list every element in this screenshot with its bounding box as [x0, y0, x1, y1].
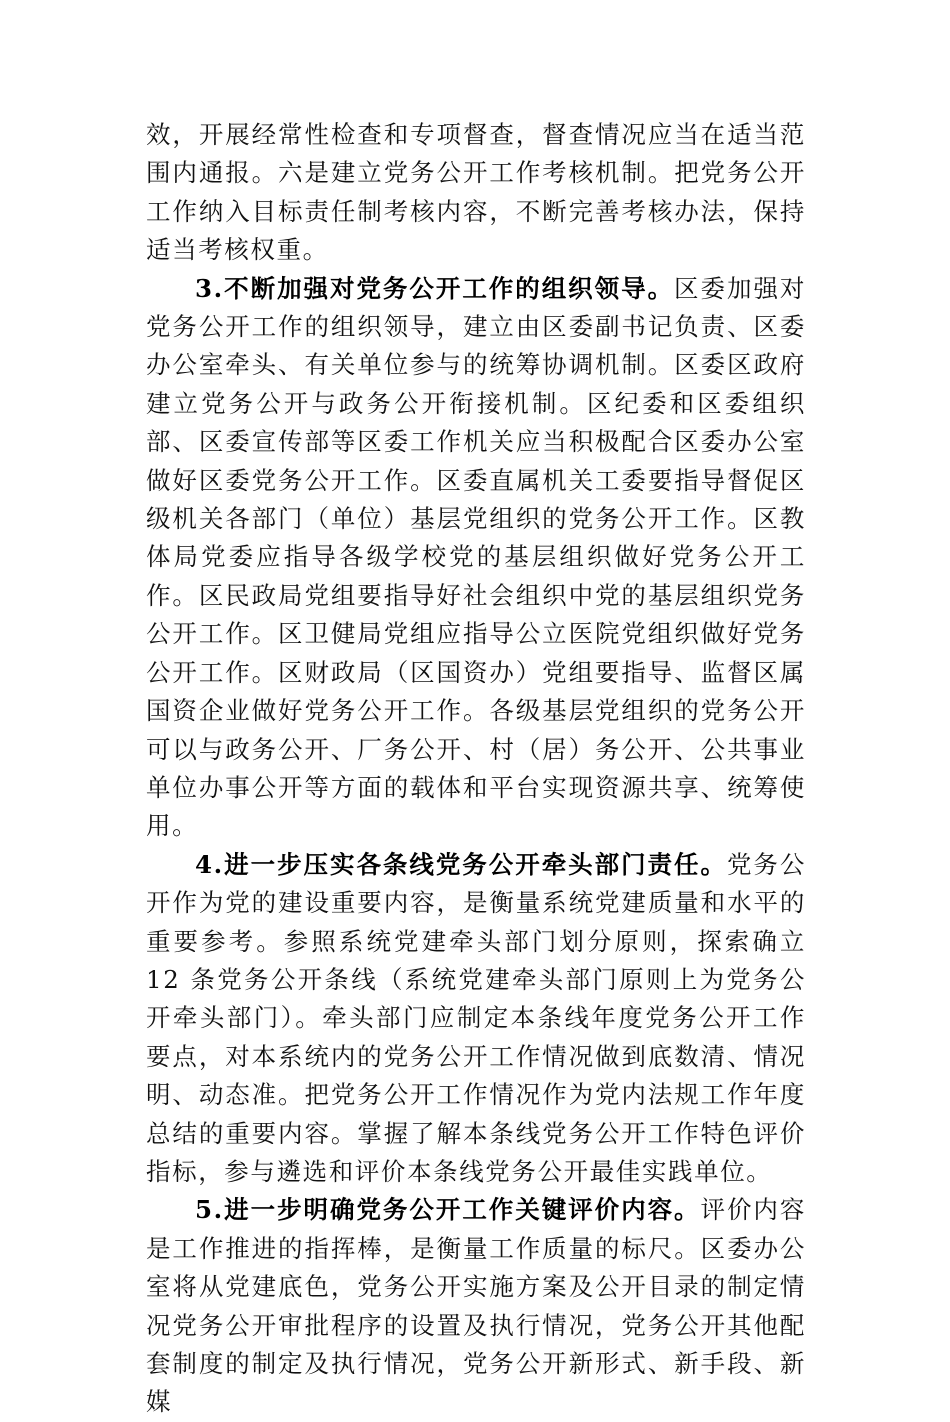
paragraph-section-5 [146, 1191, 806, 1421]
paragraph-text: 党务公开作为党的建设重要内容，是衡量系统党建质量和水平的重要参考。参照系统党建牵头部门划分原则，探索确立 12 条党务公开条线（系统党建牵头部门原则上为党务公开牵头部门）。牵头部门应制定本条线年度党务公开工作要点，对本系统内的党务公开工作情况做到底数清、情况明、动态准。把党务公开工作情况作为党内法规工作年度总结的重要内容。掌握了解本条线党务公开工作特色评价指标，参与遴选和评价本条线党务公开最佳实践单位。 [146, 849, 806, 1186]
paragraph-section-3 [146, 270, 806, 846]
paragraph-text: 效，开展经常性检查和专项督查，督查情况应当在适当范围内通报。六是建立党务公开工作考核机制。把党务公开工作纳入目标责任制考核内容，不断完善考核办法，保持适当考核权重。 [146, 120, 806, 265]
document-body [146, 116, 806, 1422]
section-heading-3: 3.不断加强对党务公开工作的组织领导。 [195, 273, 675, 303]
paragraph-text: 评价内容是工作推进的指挥棒，是衡量工作质量的标尺。区委办公室将从党建底色，党务公开实施方案及公开目录的制定情况党务公开审批程序的设置及执行情况，党务公开其他配套制度的制定及执行情况，党务公开新形式、新手段、新媒 [146, 1195, 806, 1417]
section-heading-5: 5.进一步明确党务公开工作关键评价内容。 [195, 1195, 701, 1225]
section-heading-4: 4.进一步压实各条线党务公开牵头部门责任。 [195, 849, 727, 879]
paragraph-continuation [146, 116, 806, 270]
paragraph-section-4 [146, 846, 806, 1192]
paragraph-text: 区委加强对党务公开工作的组织领导，建立由区委副书记负责、区委办公室牵头、有关单位参与的统筹协调机制。区委区政府建立党务公开与政务公开衔接机制。区纪委和区委组织部、区委宣传部等区委工作机关应当积极配合区委办公室做好区委党务公开工作。区委直属机关工委要指导督促区级机关各部门（单位）基层党组织的党务公开工作。区教体局党委应指导各级学校党的基层组织做好党务公开工作。区民政局党组要指导好社会组织中党的基层组织党务公开工作。区卫健局党组应指导公立医院党组织做好党务公开工作。区财政局（区国资办）党组要指导、监督区属国资企业做好党务公开工作。各级基层党组织的党务公开可以与政务公开、厂务公开、村（居）务公开、公共事业单位办事公开等方面的载体和平台实现资源共享、统筹使用。 [146, 273, 807, 841]
